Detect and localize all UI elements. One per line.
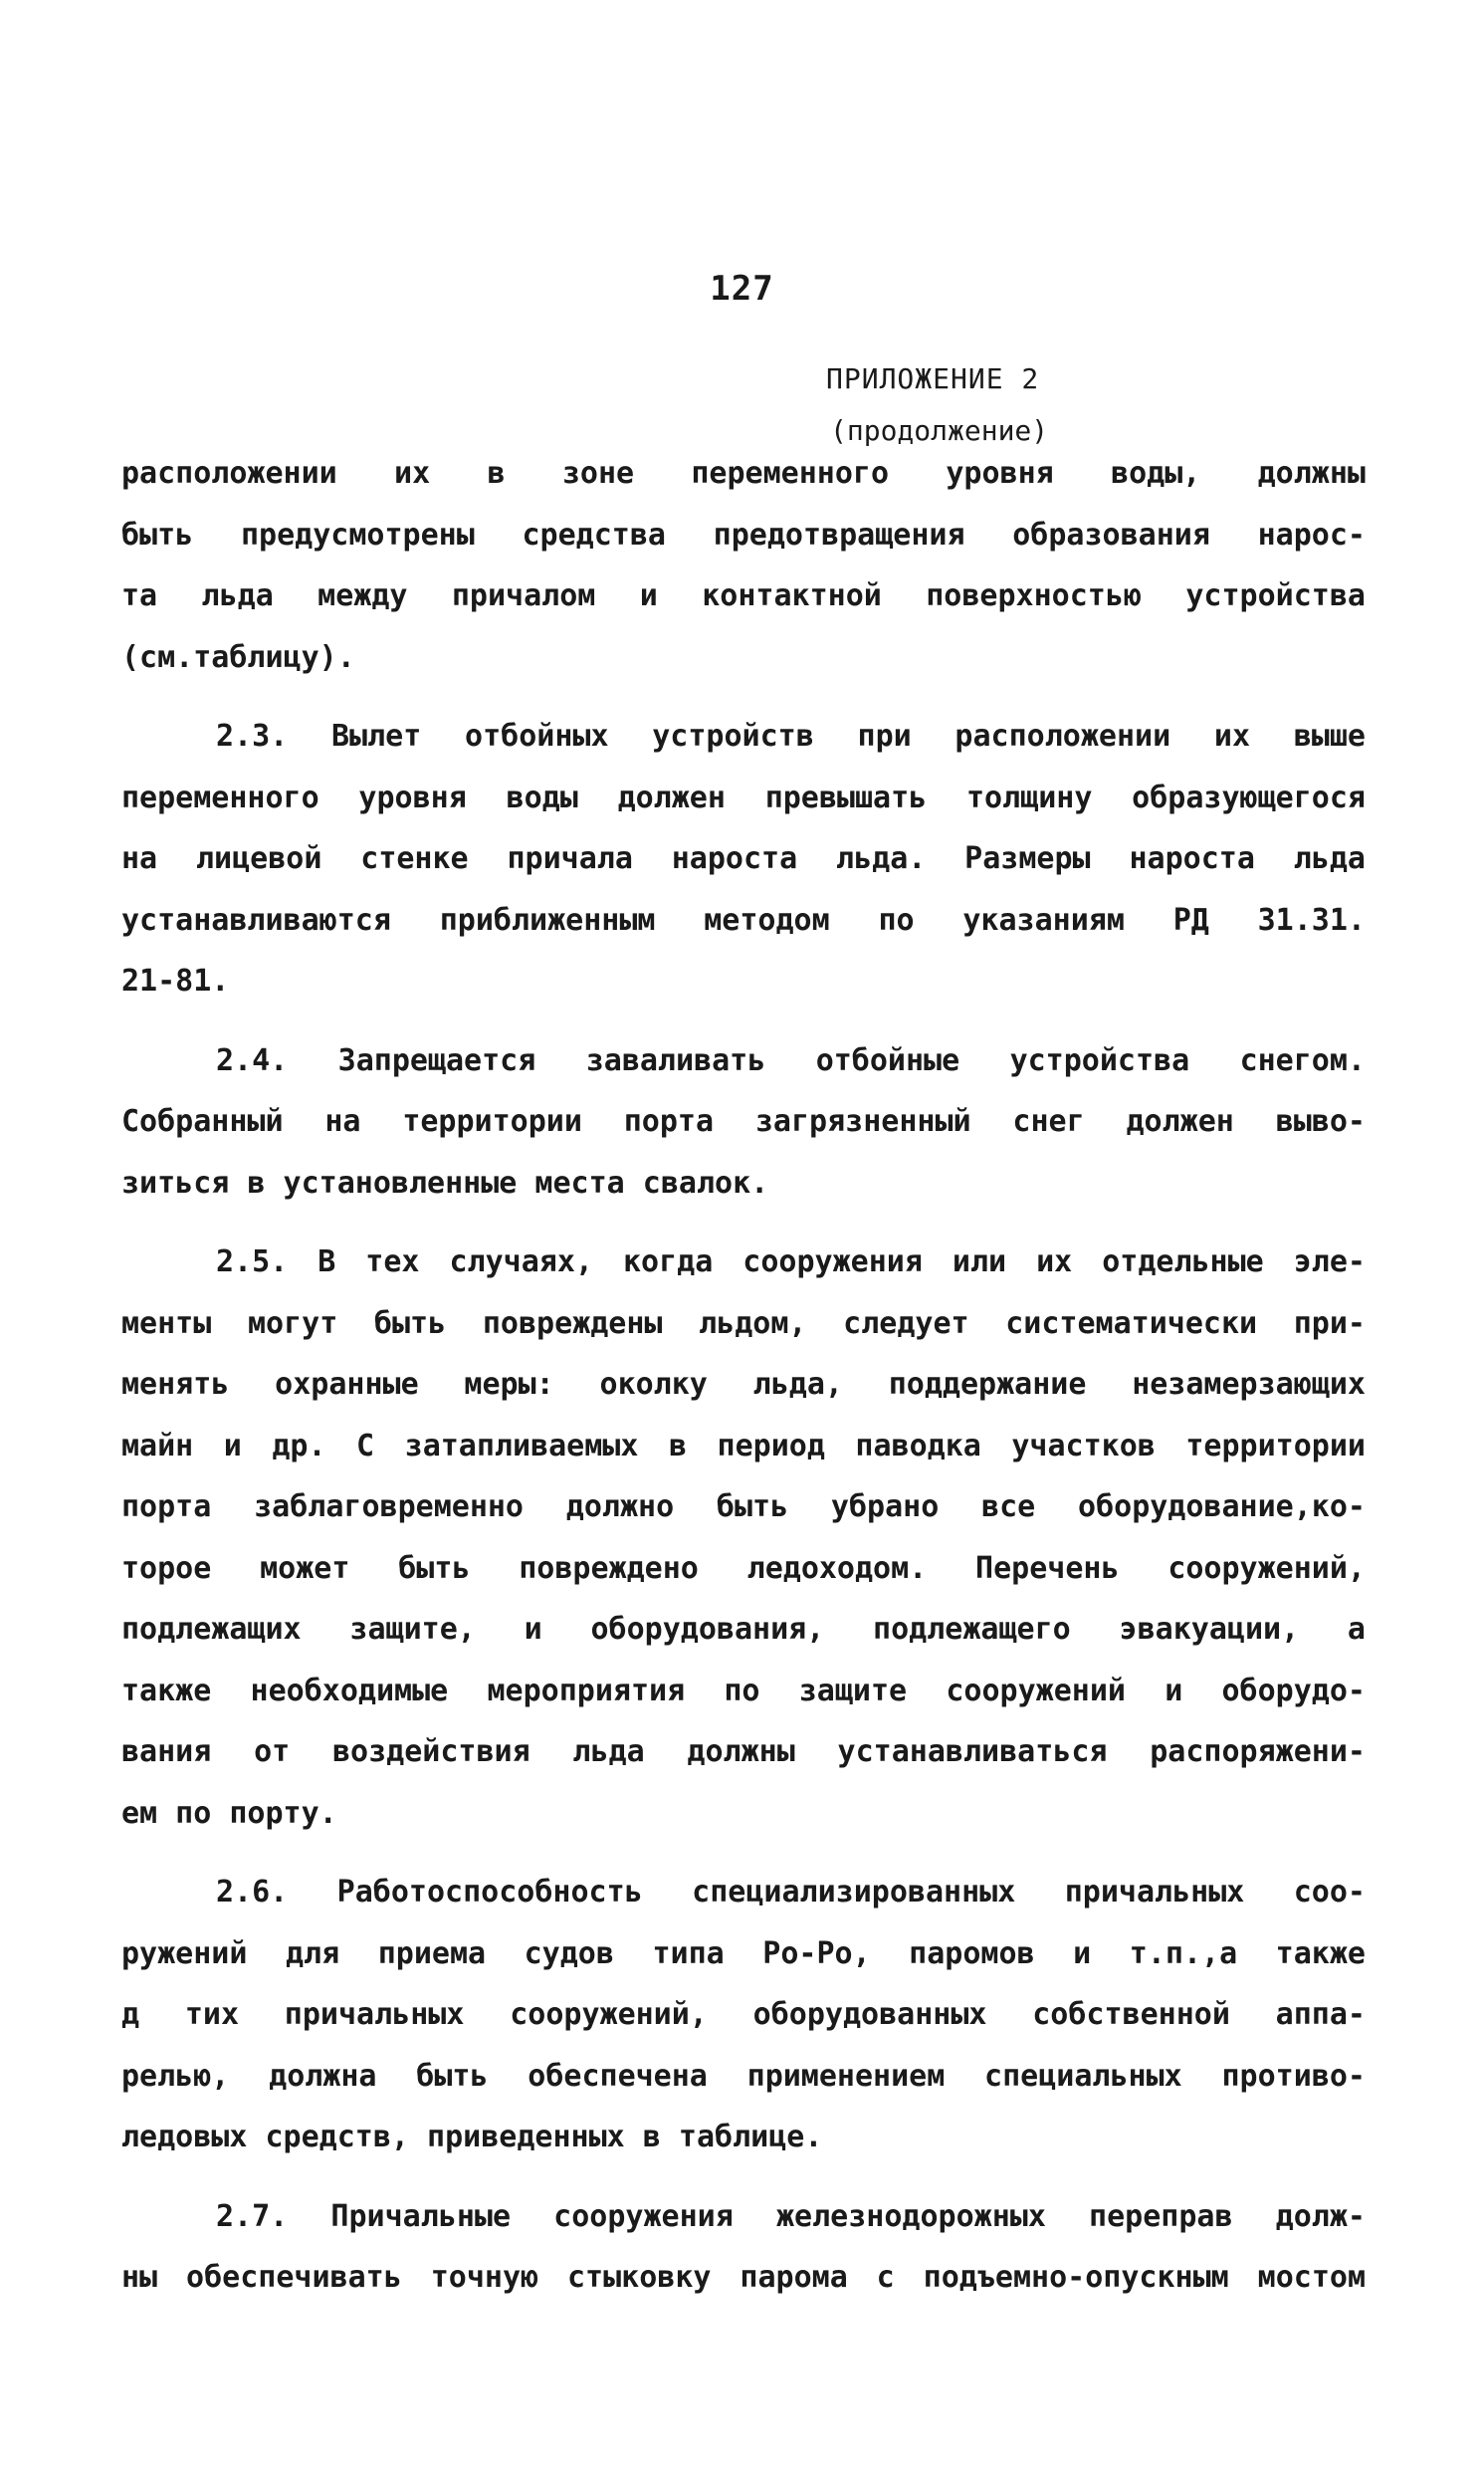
text-line: менты могут быть повреждены льдом, следует систематически при-	[121, 1305, 1366, 1341]
text-line: менять охранные меры: околку льда, поддержание незамерзающих	[121, 1367, 1366, 1402]
text-line: быть предусмотрены средства предотвращения образования нарос-	[121, 517, 1366, 553]
text-line: порта заблаговременно должно быть убрано все оборудование,ко-	[121, 1489, 1366, 1524]
text-line: также необходимые мероприятия по защите сооружений и оборудо-	[121, 1673, 1366, 1708]
text-line: 2.6. Работоспособность специализированных причальных соо-	[216, 1875, 1366, 1909]
text-line: подлежащих защите, и оборудования, подлежащего эвакуации, а	[121, 1612, 1366, 1647]
text-line: на лицевой стенке причала нароста льда. Размеры нароста льда	[121, 841, 1366, 876]
document-body	[121, 443, 1366, 2309]
text-line: д тих причальных сооружений, оборудованных собственной аппа-	[121, 1997, 1366, 2032]
page-number: 127	[710, 269, 774, 309]
appendix-header	[826, 353, 1048, 457]
text-line: та льда между причалом и контактной поверхностью устройства	[121, 578, 1366, 613]
text-line: вания от воздействия льда должны устанавливаться распоряжени-	[121, 1734, 1366, 1769]
text-line: зиться в установленные места свалок.	[121, 1165, 769, 1201]
paragraph-2-7	[121, 2186, 1366, 2309]
paragraph-2-6	[121, 1862, 1366, 2168]
paragraph-2-5	[121, 1232, 1366, 1844]
text-line: расположении их в зоне переменного уровня воды, должны	[121, 456, 1366, 491]
appendix-title: ПРИЛОЖЕНИЕ 2	[826, 362, 1040, 395]
text-line: устанавливаются приближенным методом по указаниям РД 31.31.	[121, 902, 1366, 938]
text-line: (см.таблицу).	[121, 639, 355, 675]
text-line: Собранный на территории порта загрязненный снег должен выво-	[121, 1104, 1366, 1139]
text-line: 2.3. Вылет отбойных устройств при расположении их выше	[216, 719, 1366, 754]
appendix-subtitle: (продолжение)	[830, 414, 1049, 447]
text-line: 2.5. В тех случаях, когда сооружения или их отдельные эле-	[216, 1244, 1366, 1279]
text-line: ледовых средств, приведенных в таблице.	[121, 2120, 823, 2154]
text-line: 2.4. Запрещается заваливать отбойные устройства снегом.	[216, 1042, 1366, 1078]
text-line: ем по порту.	[121, 1795, 337, 1831]
text-line: торое может быть повреждено ледоходом. Перечень сооружений,	[121, 1550, 1366, 1586]
text-line: майн и др. С затапливаемых в период паводка участков территории	[121, 1428, 1366, 1463]
paragraph-2-3	[121, 706, 1366, 1012]
text-line: 21-81.	[121, 964, 230, 999]
paragraph-2-4	[121, 1030, 1366, 1215]
paragraph-continuation	[121, 443, 1366, 688]
text-line: переменного уровня воды должен превышать толщину образующегося	[121, 780, 1366, 815]
text-line: ны обеспечивать точную стыковку парома с подъемно-опускным мостом	[121, 2260, 1366, 2295]
text-line: релью, должна быть обеспечена применением специальных противо-	[121, 2058, 1366, 2094]
text-line: ружений для приема судов типа Ро-Ро, паромов и т.п.,а также	[121, 1935, 1366, 1971]
text-line: 2.7. Причальные сооружения железнодорожных переправ долж-	[216, 2198, 1366, 2234]
